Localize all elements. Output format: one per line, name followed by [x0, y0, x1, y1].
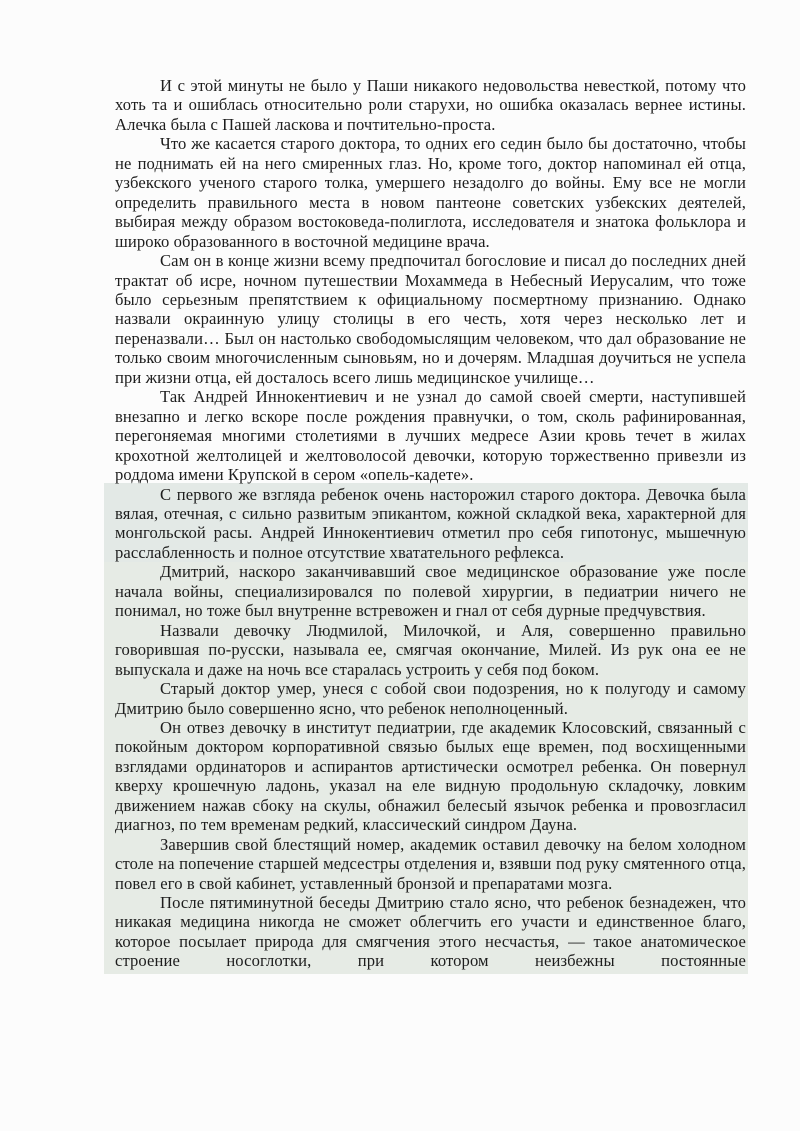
- paragraph-11-highlighted: После пятиминутной беседы Дмитрию стало ясно, что ребенок безнадежен, что никакая медицина никогда не сможет облегчить его участи и единственное благо, которое посылает природа для смягчения этого несчастья, — такое анатомическое строение носоглотки, при котором неизбежны постоянные: [104, 893, 748, 974]
- paragraph-5-highlighted: С первого же взгляда ребенок очень насторожил старого доктора. Девочка была вялая, отечная, с сильно развитым эпикантом, кожной складкой века, характерной для монгольской расы. Андрей Иннокентиевич отметил про себя гипотонус, мышечную расслабленность и полное отсутствие хватательного рефлекса.: [104, 483, 748, 563]
- paragraph-3: Сам он в конце жизни всему предпочитал богословие и писал до последних дней трактат об исре, ночном путешествии Мохаммеда в Небесный Иерусалим, что тоже было серьезным препятствием к официальному посмертному признанию. Однако назвали окраинную улицу столицы в его честь, хотя через несколько лет и переназвали… Был он настолько свободомыслящим человеком, что дал образование не только своим многочисленным сыновьям, но и дочерям. Младшая доучиться не успела при жизни отца, ей досталось всего лишь медицинское училище…: [115, 251, 746, 387]
- paragraph-2: Что же касается старого доктора, то одних его седин было бы достаточно, чтобы не поднимать ей на него смиренных глаз. Но, кроме того, доктор напоминал ей отца, узбекского ученого старого толка, умершего незадолго до войны. Ему все не могли определить правильного места в новом пантеоне советских узбекских деятелей, выбирая между образом востоковеда-полиглота, исследователя и знатока фольклора и широко образованного в восточной медицине врача.: [115, 134, 746, 251]
- text-column: [115, 76, 746, 971]
- paragraph-9-highlighted: Он отвез девочку в институт педиатрии, где академик Клосовский, связанный с покойным доктором корпоративной связью былых еще времен, под восхищенными взглядами ординаторов и аспирантов артистически осмотрел ребенка. Он повернул кверху крошечную ладонь, указал на еле видную продольную складочку, ловким движением нажав сбоку на скулы, обнажил белесый язычок ребенка и провозгласил диагноз, по тем временам редкий, классический синдром Дауна.: [104, 718, 748, 835]
- paragraph-6-highlighted: Дмитрий, наскоро заканчивавший свое медицинское образование уже после начала войны, специализировался по полевой хирургии, в педиатрии ничего не понимал, но тоже был внутренне встревожен и гнал от себя дурные предчувствия.: [104, 562, 748, 620]
- paragraph-10-highlighted: Завершив свой блестящий номер, академик оставил девочку на белом холодном столе на попечение старшей медсестры отделения и, взявши под руку смятенного отца, повел его в свой кабинет, уставленный бронзой и препаратами мозга.: [104, 835, 748, 893]
- paragraph-7-highlighted: Назвали девочку Людмилой, Милочкой, и Аля, совершенно правильно говорившая по-русски, называла ее, смягчая окончание, Милей. Из рук она ее не выпускала и даже на ночь все старалась устроить у себя под боком.: [104, 621, 748, 679]
- paragraph-4: Так Андрей Иннокентиевич и не узнал до самой своей смерти, наступившей внезапно и легко вскоре после рождения правнучки, о том, сколь рафинированная, перегоняемая многими столетиями в лучших медресе Азии кровь течет в жилах крохотной желтолицей и желтоволосой девочки, которую торжественно привезли из роддома имени Крупской в сером «опель-кадете».: [115, 387, 746, 485]
- paragraph-1: И с этой минуты не было у Паши никакого недовольства невесткой, потому что хоть та и ошиблась относительно роли старухи, но ошибка оказалась вернее истины. Алечка была с Пашей ласкова и почтительно-проста.: [115, 76, 746, 134]
- paragraph-8-highlighted: Старый доктор умер, унеся с собой свои подозрения, но к полугоду и самому Дмитрию было совершенно ясно, что ребенок неполноценный.: [104, 679, 748, 718]
